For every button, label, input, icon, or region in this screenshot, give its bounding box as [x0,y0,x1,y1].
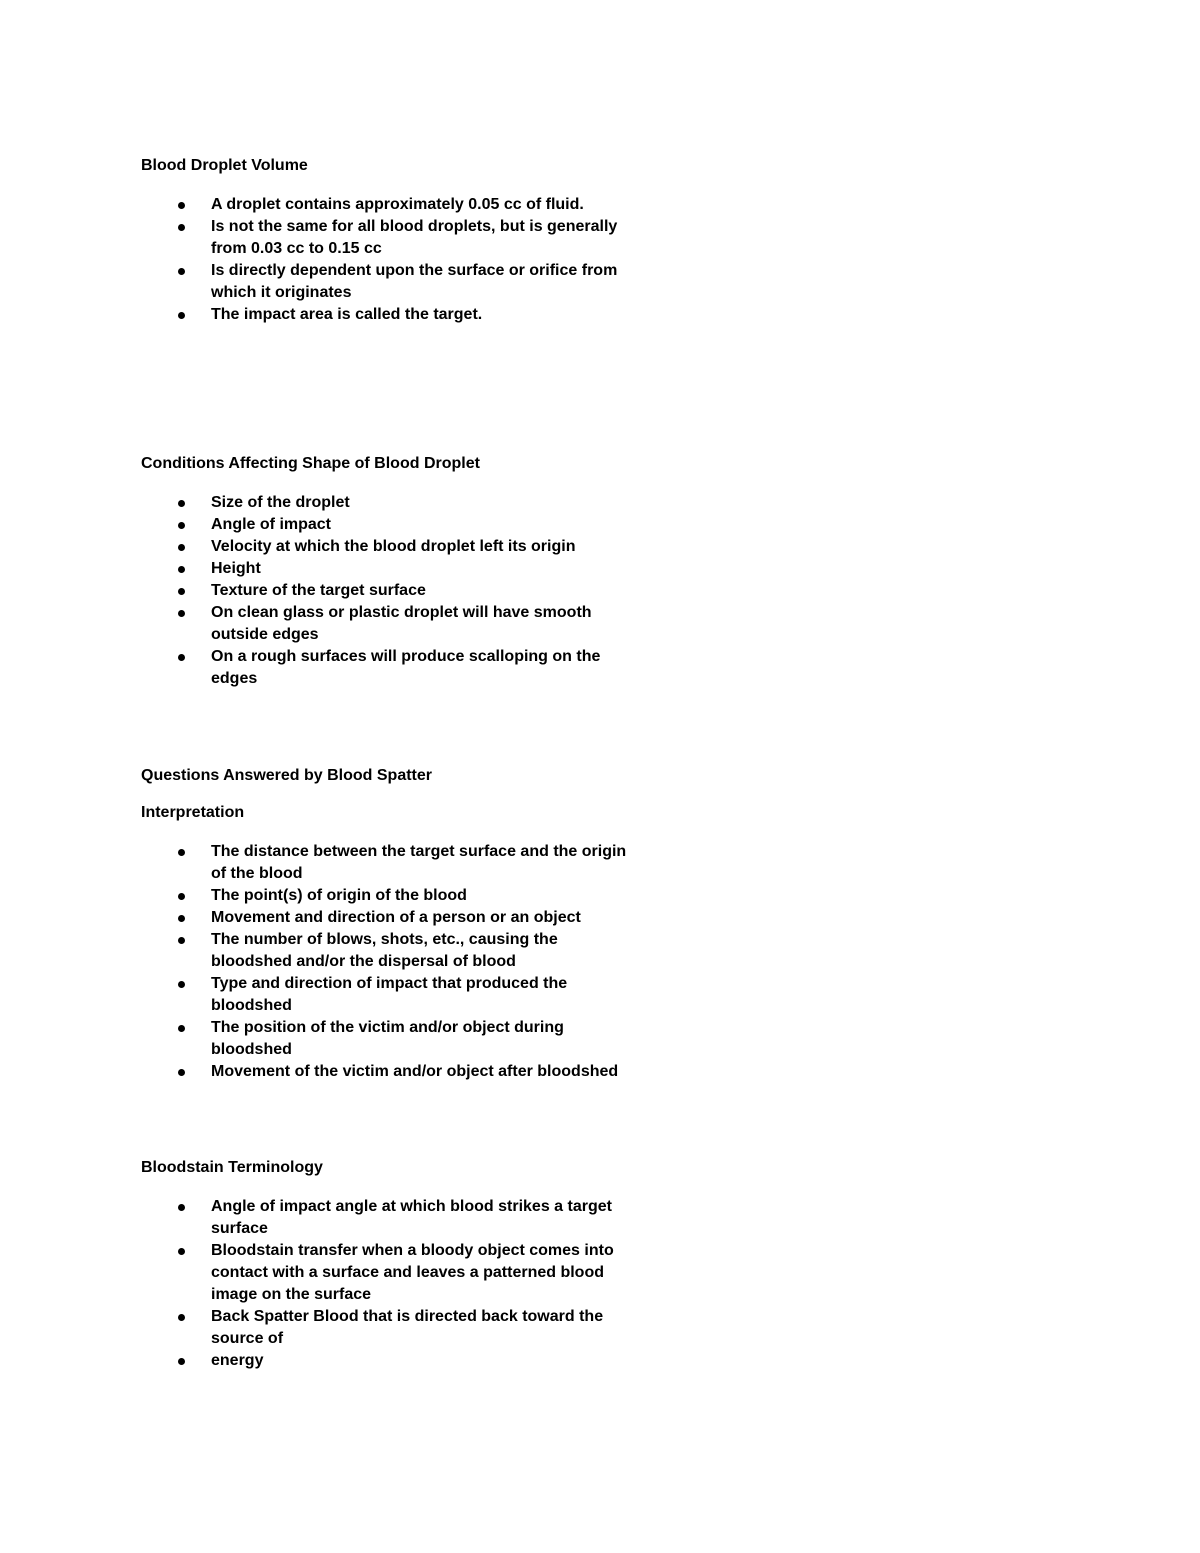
list-item: The position of the victim and/or object during bloodshed [141,1017,631,1061]
list-item: The point(s) of origin of the blood [141,885,631,907]
bullet-icon [178,915,185,922]
bullet-icon [178,224,185,231]
bullet-list [141,841,631,1083]
bullet-list [141,194,631,326]
list-item: The distance between the target surface and the origin of the blood [141,841,631,885]
list-item: The impact area is called the target. [141,304,631,326]
bullet-list [141,492,631,690]
section-questions-answered [141,766,631,1083]
bullet-icon [178,1204,185,1211]
bullet-icon [178,202,185,209]
bullet-icon [178,937,185,944]
section-blood-droplet-volume [141,156,631,326]
bullet-icon [178,312,185,319]
list-item: Back Spatter Blood that is directed back toward the source of [141,1306,631,1350]
bullet-icon [178,1025,185,1032]
list-item: Height [141,558,631,580]
list-item: Size of the droplet [141,492,631,514]
section-heading: Conditions Affecting Shape of Blood Droplet [141,455,480,472]
section-heading: Questions Answered by Blood Spatter [141,767,433,784]
list-item: Angle of impact angle at which blood strikes a target surface [141,1196,631,1240]
list-item: On clean glass or plastic droplet will have smooth outside edges [141,602,631,646]
bullet-icon [178,981,185,988]
bullet-icon [178,893,185,900]
list-item: Movement of the victim and/or object after bloodshed [141,1061,631,1083]
section-conditions-affecting-shape [141,454,631,690]
bullet-icon [178,544,185,551]
section-heading: Blood Droplet Volume [141,157,308,174]
bullet-icon [178,1069,185,1076]
bullet-icon [178,566,185,573]
section-subheading: Interpretation [141,804,245,821]
list-item: Is not the same for all blood droplets, but is generally from 0.03 cc to 0.15 cc [141,216,631,260]
list-item: A droplet contains approximately 0.05 cc of fluid. [141,194,631,216]
list-item: Angle of impact [141,514,631,536]
bullet-list [141,1196,631,1372]
list-item: energy [141,1350,631,1372]
list-item: Texture of the target surface [141,580,631,602]
list-item: Velocity at which the blood droplet left its origin [141,536,631,558]
bullet-icon [178,1248,185,1255]
bullet-icon [178,849,185,856]
list-item: Bloodstain transfer when a bloody object comes into contact with a surface and leaves a patterned blood image on the surface [141,1240,631,1306]
list-item: On a rough surfaces will produce scalloping on the edges [141,646,631,690]
section-heading: Bloodstain Terminology [141,1159,323,1176]
bullet-icon [178,522,185,529]
bullet-icon [178,500,185,507]
bullet-icon [178,610,185,617]
list-item: Is directly dependent upon the surface or orifice from which it originates [141,260,631,304]
section-bloodstain-terminology [141,1158,631,1372]
bullet-icon [178,588,185,595]
list-item: Type and direction of impact that produced the bloodshed [141,973,631,1017]
list-item: Movement and direction of a person or an object [141,907,631,929]
bullet-icon [178,268,185,275]
bullet-icon [178,654,185,661]
list-item: The number of blows, shots, etc., causing the bloodshed and/or the dispersal of blood [141,929,631,973]
bullet-icon [178,1314,185,1321]
bullet-icon [178,1358,185,1365]
